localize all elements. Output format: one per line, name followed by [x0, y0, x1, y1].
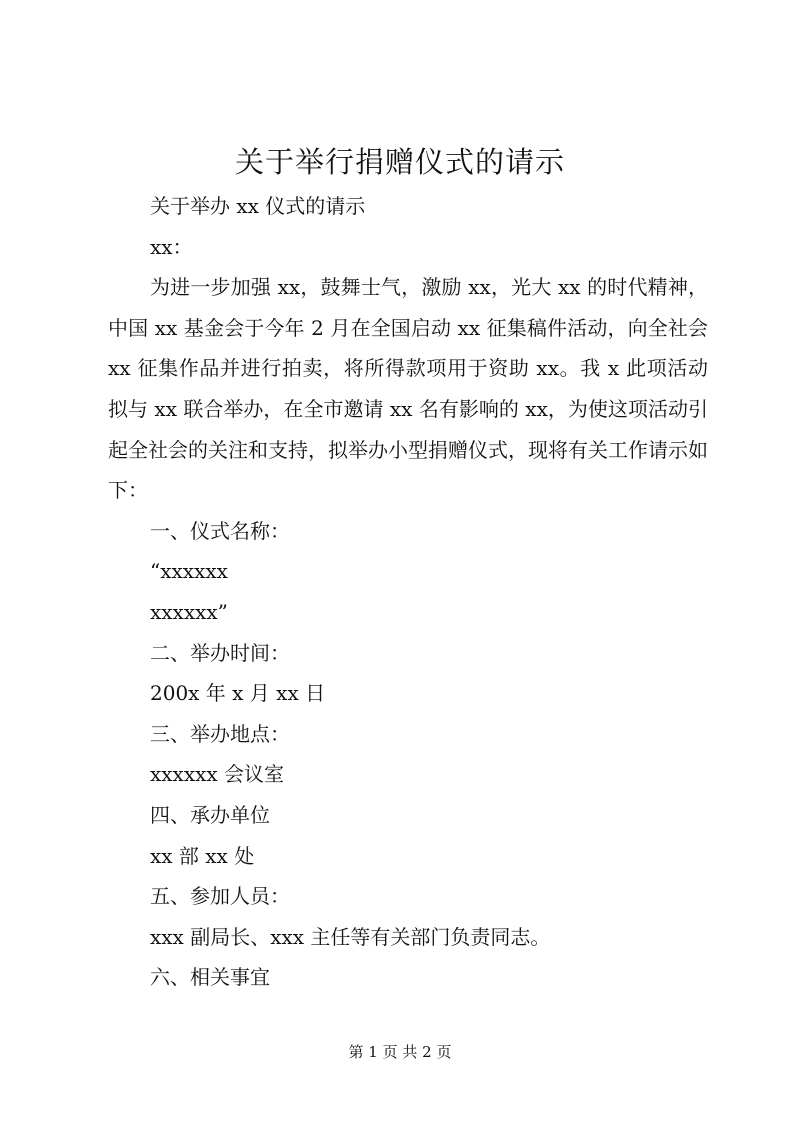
section-line-attendees: xxx 副局长、xxx 主任等有关部门负责同志。: [150, 924, 551, 949]
section-line-location: xxxxxx 会议室: [150, 762, 285, 787]
intro-paragraph: 为进一步加强 xx，鼓舞士气，激励 xx，光大 xx 的时代精神，中国 xx 基金会于今年 2 月在全国启动 xx 征集稿件活动，向全社会 xx 征集作品并进行拍卖，将所得款项用于资助 xx。我 x 此项活动拟与 xx 联合举办，在全市邀请 xx 名有影响的 xx，为使这项活动引起全社会的关注和支持，拟举办小型捐赠仪式，现将有关工作请示如下：: [108, 275, 708, 503]
section-line-name-open: “xxxxxx: [150, 559, 228, 584]
section-line-time: 200x 年 x 月 xx 日: [150, 681, 326, 706]
page-footer: 第 1 页 共 2 页: [348, 1043, 452, 1061]
section-heading-location: 三、举办地点：: [150, 721, 290, 746]
section-line-organizer: xx 部 xx 处: [150, 843, 255, 868]
section-heading-name: 一、仪式名称：: [150, 518, 290, 543]
document-title: 关于举行捐赠仪式的请示: [234, 145, 565, 179]
subtitle-line: 关于举办 xx 仪式的请示: [150, 194, 366, 218]
section-heading-related-matters: 六、相关事宜: [150, 965, 270, 990]
section-heading-time: 二、举办时间：: [150, 640, 290, 665]
document-body: [108, 186, 708, 998]
section-heading-organizer: 四、承办单位: [150, 802, 270, 827]
section-line-name-close: xxxxxx”: [150, 599, 228, 624]
salutation-line: xx：: [150, 234, 193, 259]
section-heading-attendees: 五、参加人员：: [150, 884, 290, 909]
